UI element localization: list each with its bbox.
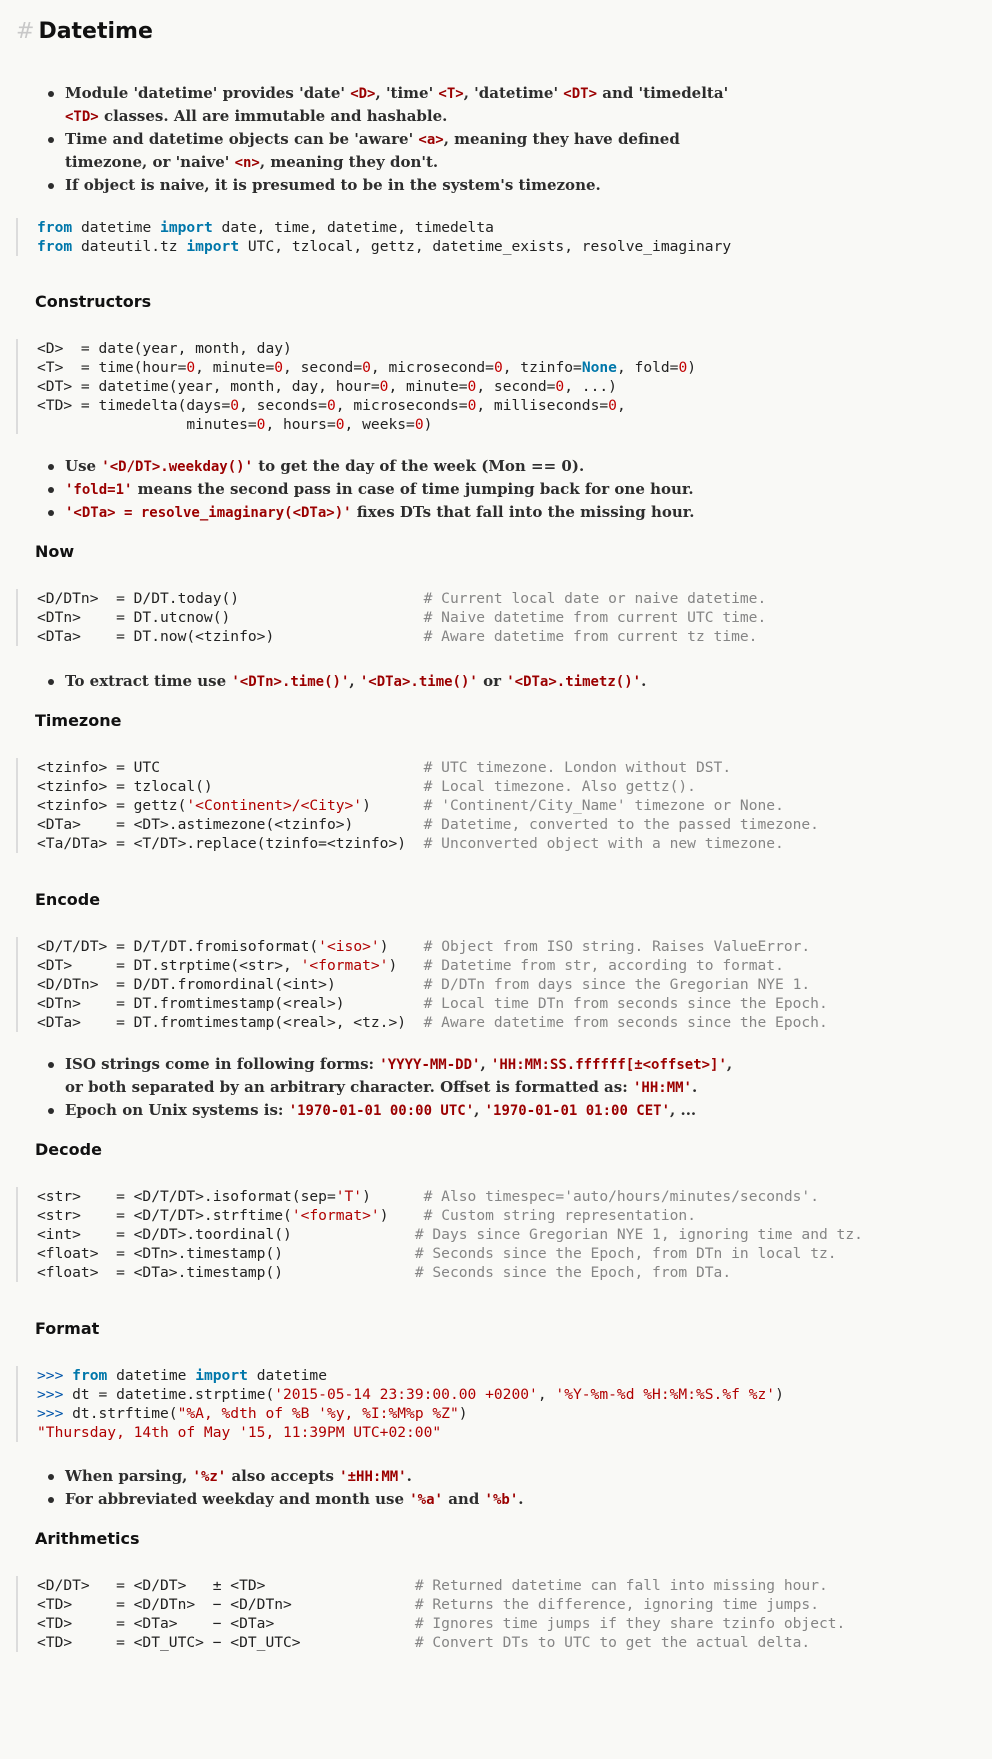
list-item: '<DTa> = resolve_imaginary(<DTa>)' fixes DTs that fall into the missing hour. — [65, 501, 755, 524]
section-heading-encode: Encode — [35, 890, 101, 909]
section-heading-constructors: Constructors — [35, 292, 152, 311]
page-title — [16, 0, 992, 60]
format-code-block: >>> from datetime import datetime >>> dt = datetime.strptime('2015-05-14 23:39:00.00 +0200', '%Y-%m-%d %H:%M:%S.%f %z') >>> dt.strftime("%A, %dth of %B '%y, %I:%M%p %Z") "Thursday, 14th of May '15, 11:39PM UTC+02:00" — [16, 1366, 992, 1442]
encode-list — [16, 1053, 992, 1122]
section-heading-timezone: Timezone — [35, 711, 122, 730]
intro-list — [16, 82, 992, 196]
section-heading-arithmetics: Arithmetics — [35, 1529, 140, 1548]
list-item: ISO strings come in following forms: 'YYYY-MM-DD', 'HH:MM:SS.ffffff[±<offset>]', or both separated by an arbitrary character. Offset is formatted as: 'HH:MM'. — [65, 1053, 755, 1099]
section-heading-now: Now — [35, 542, 75, 561]
constructors-code-block: <D> = date(year, month, day) <T> = time(hour=0, minute=0, second=0, microsecond=0, tzinfo=None, fold=0) <DT> = datetime(year, month, day, hour=0, minute=0, second=0, ...) <TD> = timedelta(days=0, seconds=0, microseconds=0, milliseconds=0, minutes=0, hours=0, weeks=0) — [16, 339, 992, 434]
list-item: For abbreviated weekday and month use '%a' and '%b'. — [65, 1488, 755, 1511]
list-item: Epoch on Unix systems is: '1970-01-01 00:00 UTC', '1970-01-01 01:00 CET', ... — [65, 1099, 755, 1122]
heading-anchor[interactable]: # — [16, 19, 35, 44]
constructors-list — [16, 455, 992, 524]
import-code-block: from datetime import date, time, datetime, timedelta from dateutil.tz import UTC, tzlocal, gettz, datetime_exists, resolve_imaginary — [16, 218, 992, 256]
section-heading-decode: Decode — [35, 1140, 102, 1159]
page-title-text: Datetime — [38, 19, 153, 44]
arithmetics-code-block: <D/DT> = <D/DT> ± <TD> # Returned datetime can fall into missing hour. <TD> = <D/DTn> − <D/DTn> # Returns the difference, ignoring time jumps. <TD> = <DTa> − <DTa> # Ignores time jumps if they share tzinfo object. <TD> = <DT_UTC> − <DT_UTC> # Convert DTs to UTC to get the actual delta. — [16, 1576, 992, 1652]
now-list — [16, 670, 992, 693]
list-item: Use '<D/DT>.weekday()' to get the day of the week (Mon == 0). — [65, 455, 755, 478]
list-item: Module 'datetime' provides 'date' <D>, 'time' <T>, 'datetime' <DT> and 'timedelta' <TD> classes. All are immutable and hashable. — [65, 82, 755, 128]
list-item: Time and datetime objects can be 'aware' <a>, meaning they have defined timezone, or 'naive' <n>, meaning they don't. — [65, 128, 755, 174]
decode-code-block: <str> = <D/T/DT>.isoformat(sep='T') # Also timespec='auto/hours/minutes/seconds'. <str> = <D/T/DT>.strftime('<format>') # Custom string representation. <int> = <D/DT>.toordinal() # Days since Gregorian NYE 1, ignoring time and tz. <float> = <DTn>.timestamp() # Seconds since the Epoch, from DTn in local tz. <float> = <DTa>.timestamp() # Seconds since the Epoch, from DTa. — [16, 1187, 992, 1282]
list-item: 'fold=1' means the second pass in case of time jumping back for one hour. — [65, 478, 755, 501]
list-item: To extract time use '<DTn>.time()', '<DTa>.time()' or '<DTa>.timetz()'. — [65, 670, 755, 693]
format-list — [16, 1465, 992, 1511]
list-item: When parsing, '%z' also accepts '±HH:MM'. — [65, 1465, 755, 1488]
section-heading-format: Format — [35, 1319, 100, 1338]
now-code-block: <D/DTn> = D/DT.today() # Current local date or naive datetime. <DTn> = DT.utcnow() # Naive datetime from current UTC time. <DTa> = DT.now(<tzinfo>) # Aware datetime from current tz time. — [16, 589, 992, 646]
encode-code-block: <D/T/DT> = D/T/DT.fromisoformat('<iso>') # Object from ISO string. Raises ValueError. <DT> = DT.strptime(<str>, '<format>') # Datetime from str, according to format. <D/DTn> = D/DT.fromordinal(<int>) # D/DTn from days since the Gregorian NYE 1. <DTn> = DT.fromtimestamp(<real>) # Local time DTn from seconds since the Epoch. <DTa> = DT.fromtimestamp(<real>, <tz.>) # Aware datetime from seconds since the Epoch. — [16, 937, 992, 1032]
list-item: If object is naive, it is presumed to be in the system's timezone. — [65, 174, 755, 196]
timezone-code-block: <tzinfo> = UTC # UTC timezone. London without DST. <tzinfo> = tzlocal() # Local timezone. Also gettz(). <tzinfo> = gettz('<Continent>/<City>') # 'Continent/City_Name' timezone or None. <DTa> = <DT>.astimezone(<tzinfo>) # Datetime, converted to the passed timezone. <Ta/DTa> = <T/DT>.replace(tzinfo=<tzinfo>) # Unconverted object with a new timezone. — [16, 758, 992, 853]
